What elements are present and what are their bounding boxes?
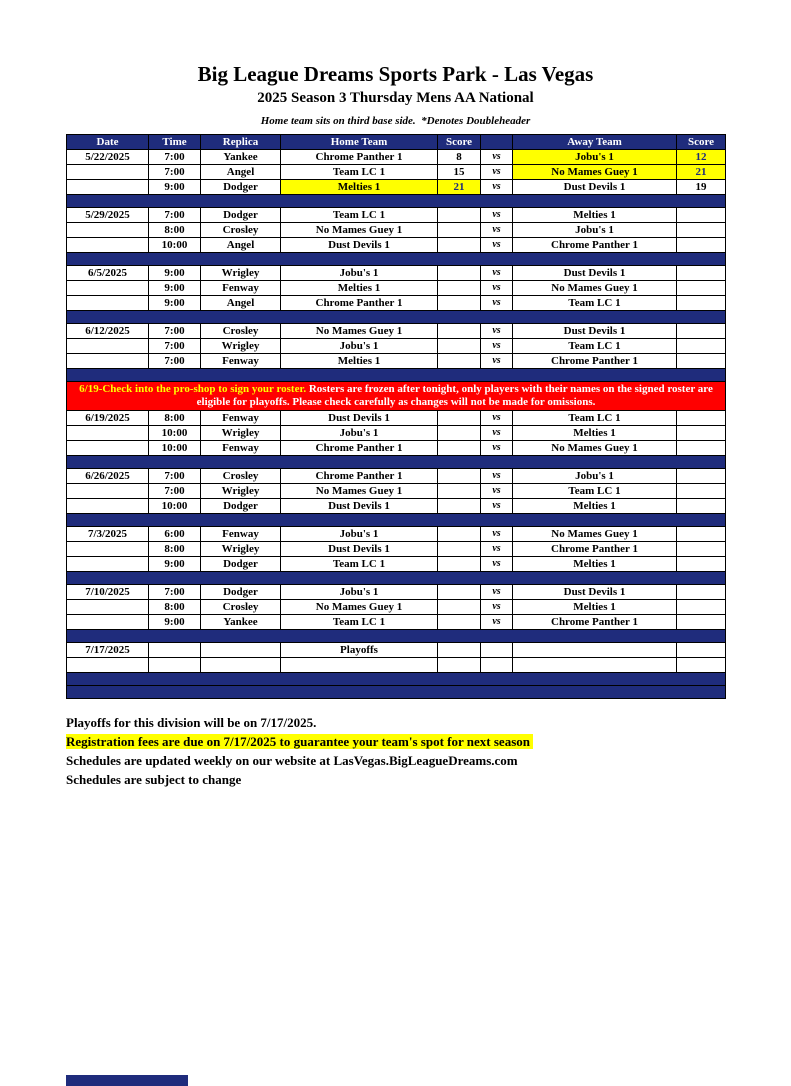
- home-cell: No Mames Guey 1: [281, 484, 438, 499]
- home-cell: Chrome Panther 1: [281, 441, 438, 456]
- date-cell: 5/22/2025: [67, 150, 149, 165]
- time-cell: 7:00: [149, 165, 201, 180]
- date-cell: [67, 180, 149, 195]
- away-cell: No Mames Guey 1: [513, 441, 677, 456]
- date-cell: [67, 165, 149, 180]
- home-score-cell: [438, 484, 481, 499]
- home-score-cell: [438, 324, 481, 339]
- time-cell: 9:00: [149, 557, 201, 572]
- game-row: [67, 484, 726, 499]
- home-cell: Team LC 1: [281, 165, 438, 180]
- home-cell: Jobu's 1: [281, 527, 438, 542]
- game-row: [67, 600, 726, 615]
- time-cell: 9:00: [149, 281, 201, 296]
- date-cell: 6/12/2025: [67, 324, 149, 339]
- date-cell: [67, 542, 149, 557]
- separator-bar: [67, 514, 726, 527]
- vs-cell: vs: [481, 223, 513, 238]
- away-cell: Melties 1: [513, 499, 677, 514]
- page-title: Big League Dreams Sports Park - Las Vegas: [197, 62, 594, 86]
- home-cell: Melties 1: [281, 281, 438, 296]
- header-row: [67, 135, 726, 150]
- replica-cell: Crosley: [201, 600, 281, 615]
- away-score-cell: [677, 615, 726, 630]
- home-cell: Dust Devils 1: [281, 542, 438, 557]
- home-score-cell: [438, 600, 481, 615]
- away-cell: No Mames Guey 1: [513, 527, 677, 542]
- date-cell: [67, 223, 149, 238]
- away-score-cell: [677, 281, 726, 296]
- header-away-score: Score: [677, 135, 726, 150]
- game-row: [67, 658, 726, 673]
- home-cell: [281, 658, 438, 673]
- time-cell: 8:00: [149, 600, 201, 615]
- date-cell: [67, 441, 149, 456]
- time-cell: 9:00: [149, 180, 201, 195]
- footer-line: [66, 770, 791, 789]
- time-cell: 8:00: [149, 411, 201, 426]
- game-row: [67, 266, 726, 281]
- home-cell: Chrome Panther 1: [281, 469, 438, 484]
- vs-cell: vs: [481, 339, 513, 354]
- game-row: [67, 208, 726, 223]
- away-cell: Jobu's 1: [513, 469, 677, 484]
- away-score-cell: [677, 527, 726, 542]
- home-score-cell: [438, 238, 481, 253]
- replica-cell: Crosley: [201, 223, 281, 238]
- separator-row: [67, 630, 726, 643]
- away-cell: Jobu's 1: [513, 150, 677, 165]
- replica-cell: Angel: [201, 238, 281, 253]
- home-score-cell: [438, 585, 481, 600]
- separator-bar: [67, 456, 726, 469]
- vs-cell: vs: [481, 585, 513, 600]
- separator-row: [67, 195, 726, 208]
- separator-row: [67, 572, 726, 585]
- vs-cell: vs: [481, 469, 513, 484]
- vs-cell: vs: [481, 426, 513, 441]
- game-row: [67, 324, 726, 339]
- vs-cell: vs: [481, 281, 513, 296]
- home-cell: Chrome Panther 1: [281, 296, 438, 311]
- time-cell: 7:00: [149, 324, 201, 339]
- home-team-note: Home team sits on third base side. *Denotes Doubleheader: [260, 115, 531, 127]
- roster-notice-highlight: 6/19-Check into the pro-shop to sign your roster.: [79, 383, 309, 395]
- header-replica: Replica: [201, 135, 281, 150]
- away-cell: Dust Devils 1: [513, 266, 677, 281]
- game-row: [67, 585, 726, 600]
- away-score-cell: [677, 324, 726, 339]
- home-score-cell: [438, 499, 481, 514]
- home-cell: No Mames Guey 1: [281, 324, 438, 339]
- game-row: [67, 150, 726, 165]
- bottom-page-bar: [66, 1075, 188, 1086]
- date-cell: 6/26/2025: [67, 469, 149, 484]
- separator-bar: [67, 195, 726, 208]
- footer-line: [66, 751, 791, 770]
- footer-line-text: Schedules are updated weekly on our website at LasVegas.BigLeagueDreams.com: [66, 753, 518, 768]
- away-score-cell: [677, 426, 726, 441]
- date-cell: [67, 238, 149, 253]
- separator-bar: [67, 686, 726, 699]
- replica-cell: Fenway: [201, 527, 281, 542]
- home-score-cell: [438, 266, 481, 281]
- away-score-cell: [677, 658, 726, 673]
- home-cell: Team LC 1: [281, 615, 438, 630]
- away-score-cell: 19: [677, 180, 726, 195]
- game-row: [67, 643, 726, 658]
- schedule-table: [66, 134, 726, 699]
- separator-row: [67, 514, 726, 527]
- date-cell: [67, 658, 149, 673]
- away-cell: Chrome Panther 1: [513, 354, 677, 369]
- away-cell: Dust Devils 1: [513, 585, 677, 600]
- separator-bar: [67, 253, 726, 266]
- home-score-cell: [438, 441, 481, 456]
- away-cell: Chrome Panther 1: [513, 615, 677, 630]
- vs-cell: vs: [481, 296, 513, 311]
- replica-cell: Dodger: [201, 208, 281, 223]
- away-cell: Team LC 1: [513, 339, 677, 354]
- home-score-cell: [438, 354, 481, 369]
- replica-cell: [201, 643, 281, 658]
- away-score-cell: [677, 266, 726, 281]
- home-score-cell: [438, 339, 481, 354]
- replica-cell: Dodger: [201, 499, 281, 514]
- game-row: [67, 281, 726, 296]
- home-score-cell: [438, 658, 481, 673]
- header-home-team: Home Team: [281, 135, 438, 150]
- away-score-cell: [677, 296, 726, 311]
- date-cell: [67, 484, 149, 499]
- away-score-cell: [677, 411, 726, 426]
- game-row: [67, 441, 726, 456]
- separator-bar: [67, 630, 726, 643]
- home-score-cell: [438, 542, 481, 557]
- vs-cell: vs: [481, 150, 513, 165]
- game-row: [67, 354, 726, 369]
- roster-notice-row: [67, 382, 726, 411]
- home-score-cell: 15: [438, 165, 481, 180]
- date-cell: 7/17/2025: [67, 643, 149, 658]
- away-score-cell: [677, 441, 726, 456]
- away-cell: Team LC 1: [513, 296, 677, 311]
- header-date: Date: [67, 135, 149, 150]
- separator-row: [67, 673, 726, 686]
- home-score-cell: [438, 643, 481, 658]
- roster-notice-text: Rosters are frozen after tonight, only players with their names on the signed roster are eligible for playoffs. Please check carefully as changes will not be made for omissions.: [196, 383, 713, 408]
- game-row: [67, 180, 726, 195]
- date-cell: 5/29/2025: [67, 208, 149, 223]
- game-row: [67, 615, 726, 630]
- home-cell: Team LC 1: [281, 208, 438, 223]
- footer-line-text: Schedules are subject to change: [66, 772, 242, 787]
- game-row: [67, 557, 726, 572]
- away-cell: Melties 1: [513, 600, 677, 615]
- away-cell: Chrome Panther 1: [513, 542, 677, 557]
- vs-cell: vs: [481, 208, 513, 223]
- time-cell: 7:00: [149, 585, 201, 600]
- home-score-cell: [438, 557, 481, 572]
- replica-cell: Crosley: [201, 469, 281, 484]
- replica-cell: Fenway: [201, 411, 281, 426]
- home-score-cell: [438, 411, 481, 426]
- game-row: [67, 296, 726, 311]
- away-cell: Dust Devils 1: [513, 180, 677, 195]
- home-score-cell: 21: [438, 180, 481, 195]
- time-cell: 7:00: [149, 354, 201, 369]
- away-score-cell: [677, 354, 726, 369]
- vs-cell: vs: [481, 411, 513, 426]
- home-score-cell: [438, 281, 481, 296]
- home-score-cell: [438, 208, 481, 223]
- header-time: Time: [149, 135, 201, 150]
- header-away-team: Away Team: [513, 135, 677, 150]
- home-cell: Team LC 1: [281, 557, 438, 572]
- replica-cell: Fenway: [201, 441, 281, 456]
- replica-cell: [201, 658, 281, 673]
- home-cell: Jobu's 1: [281, 585, 438, 600]
- header-home-score: Score: [438, 135, 481, 150]
- away-score-cell: [677, 339, 726, 354]
- away-cell: Chrome Panther 1: [513, 238, 677, 253]
- replica-cell: Dodger: [201, 180, 281, 195]
- home-cell: Playoffs: [281, 643, 438, 658]
- replica-cell: Yankee: [201, 615, 281, 630]
- game-row: [67, 165, 726, 180]
- date-cell: 7/10/2025: [67, 585, 149, 600]
- vs-cell: vs: [481, 527, 513, 542]
- home-cell: Jobu's 1: [281, 426, 438, 441]
- date-cell: [67, 499, 149, 514]
- away-score-cell: [677, 469, 726, 484]
- time-cell: 10:00: [149, 499, 201, 514]
- away-cell: [513, 658, 677, 673]
- home-score-cell: 8: [438, 150, 481, 165]
- home-cell: Dust Devils 1: [281, 411, 438, 426]
- footer-line: [66, 713, 791, 732]
- time-cell: 7:00: [149, 208, 201, 223]
- date-cell: [67, 296, 149, 311]
- separator-bar: [67, 311, 726, 324]
- replica-cell: Crosley: [201, 324, 281, 339]
- game-row: [67, 238, 726, 253]
- home-cell: No Mames Guey 1: [281, 600, 438, 615]
- time-cell: 8:00: [149, 542, 201, 557]
- away-score-cell: [677, 238, 726, 253]
- vs-cell: vs: [481, 499, 513, 514]
- replica-cell: Fenway: [201, 354, 281, 369]
- replica-cell: Dodger: [201, 557, 281, 572]
- away-cell: Team LC 1: [513, 484, 677, 499]
- replica-cell: Fenway: [201, 281, 281, 296]
- home-score-cell: [438, 296, 481, 311]
- away-score-cell: [677, 223, 726, 238]
- time-cell: [149, 643, 201, 658]
- home-cell: Jobu's 1: [281, 339, 438, 354]
- footer-line-highlighted-text: Registration fees are due on 7/17/2025 to guarantee your team's spot for next season: [66, 734, 533, 749]
- separator-row: [67, 686, 726, 699]
- home-cell: Dust Devils 1: [281, 499, 438, 514]
- home-score-cell: [438, 615, 481, 630]
- date-cell: [67, 339, 149, 354]
- game-row: [67, 411, 726, 426]
- footer-line-text: Playoffs for this division will be on 7/17/2025.: [66, 715, 317, 730]
- footer-line: [66, 732, 791, 751]
- date-cell: [67, 426, 149, 441]
- vs-cell: vs: [481, 165, 513, 180]
- vs-cell: vs: [481, 266, 513, 281]
- away-cell: Dust Devils 1: [513, 324, 677, 339]
- vs-cell: vs: [481, 484, 513, 499]
- home-cell: Melties 1: [281, 180, 438, 195]
- away-cell: Melties 1: [513, 208, 677, 223]
- game-row: [67, 426, 726, 441]
- vs-cell: vs: [481, 324, 513, 339]
- home-cell: Dust Devils 1: [281, 238, 438, 253]
- away-score-cell: [677, 585, 726, 600]
- date-cell: [67, 557, 149, 572]
- away-cell: [513, 643, 677, 658]
- home-cell: Chrome Panther 1: [281, 150, 438, 165]
- home-cell: Melties 1: [281, 354, 438, 369]
- time-cell: 9:00: [149, 266, 201, 281]
- game-row: [67, 527, 726, 542]
- date-cell: [67, 281, 149, 296]
- home-score-cell: [438, 469, 481, 484]
- time-cell: 10:00: [149, 441, 201, 456]
- time-cell: [149, 658, 201, 673]
- home-cell: No Mames Guey 1: [281, 223, 438, 238]
- roster-notice: [67, 382, 726, 411]
- time-cell: 10:00: [149, 426, 201, 441]
- vs-cell: vs: [481, 600, 513, 615]
- vs-cell: vs: [481, 615, 513, 630]
- away-score-cell: [677, 542, 726, 557]
- replica-cell: Wrigley: [201, 542, 281, 557]
- away-score-cell: 21: [677, 165, 726, 180]
- header-vs: [481, 135, 513, 150]
- schedule-page: [0, 62, 791, 789]
- home-score-cell: [438, 527, 481, 542]
- away-score-cell: [677, 484, 726, 499]
- vs-cell: [481, 643, 513, 658]
- time-cell: 10:00: [149, 238, 201, 253]
- vs-cell: vs: [481, 542, 513, 557]
- separator-row: [67, 253, 726, 266]
- away-cell: No Mames Guey 1: [513, 165, 677, 180]
- date-cell: 6/19/2025: [67, 411, 149, 426]
- replica-cell: Wrigley: [201, 484, 281, 499]
- away-score-cell: 12: [677, 150, 726, 165]
- vs-cell: [481, 658, 513, 673]
- separator-row: [67, 311, 726, 324]
- date-cell: 6/5/2025: [67, 266, 149, 281]
- home-score-cell: [438, 223, 481, 238]
- date-cell: 7/3/2025: [67, 527, 149, 542]
- vs-cell: vs: [481, 180, 513, 195]
- time-cell: 9:00: [149, 296, 201, 311]
- replica-cell: Wrigley: [201, 266, 281, 281]
- time-cell: 7:00: [149, 469, 201, 484]
- separator-row: [67, 369, 726, 382]
- away-score-cell: [677, 643, 726, 658]
- away-cell: Jobu's 1: [513, 223, 677, 238]
- vs-cell: vs: [481, 354, 513, 369]
- game-row: [67, 499, 726, 514]
- separator-row: [67, 456, 726, 469]
- vs-cell: vs: [481, 238, 513, 253]
- replica-cell: Yankee: [201, 150, 281, 165]
- schedule-body: [67, 150, 726, 699]
- date-cell: [67, 600, 149, 615]
- home-score-cell: [438, 426, 481, 441]
- time-cell: 9:00: [149, 615, 201, 630]
- game-row: [67, 469, 726, 484]
- time-cell: 7:00: [149, 339, 201, 354]
- vs-cell: vs: [481, 441, 513, 456]
- replica-cell: Angel: [201, 165, 281, 180]
- replica-cell: Wrigley: [201, 339, 281, 354]
- away-cell: Melties 1: [513, 426, 677, 441]
- away-score-cell: [677, 600, 726, 615]
- away-score-cell: [677, 499, 726, 514]
- separator-bar: [67, 572, 726, 585]
- separator-bar: [67, 673, 726, 686]
- date-cell: [67, 615, 149, 630]
- footer: [66, 713, 791, 789]
- away-cell: Team LC 1: [513, 411, 677, 426]
- game-row: [67, 223, 726, 238]
- away-score-cell: [677, 208, 726, 223]
- page-subtitle: 2025 Season 3 Thursday Mens AA National: [257, 90, 534, 106]
- home-cell: Jobu's 1: [281, 266, 438, 281]
- game-row: [67, 339, 726, 354]
- away-cell: Melties 1: [513, 557, 677, 572]
- date-cell: [67, 354, 149, 369]
- game-row: [67, 542, 726, 557]
- time-cell: 8:00: [149, 223, 201, 238]
- replica-cell: Angel: [201, 296, 281, 311]
- replica-cell: Wrigley: [201, 426, 281, 441]
- time-cell: 7:00: [149, 484, 201, 499]
- vs-cell: vs: [481, 557, 513, 572]
- away-cell: No Mames Guey 1: [513, 281, 677, 296]
- replica-cell: Dodger: [201, 585, 281, 600]
- away-score-cell: [677, 557, 726, 572]
- time-cell: 6:00: [149, 527, 201, 542]
- separator-bar: [67, 369, 726, 382]
- time-cell: 7:00: [149, 150, 201, 165]
